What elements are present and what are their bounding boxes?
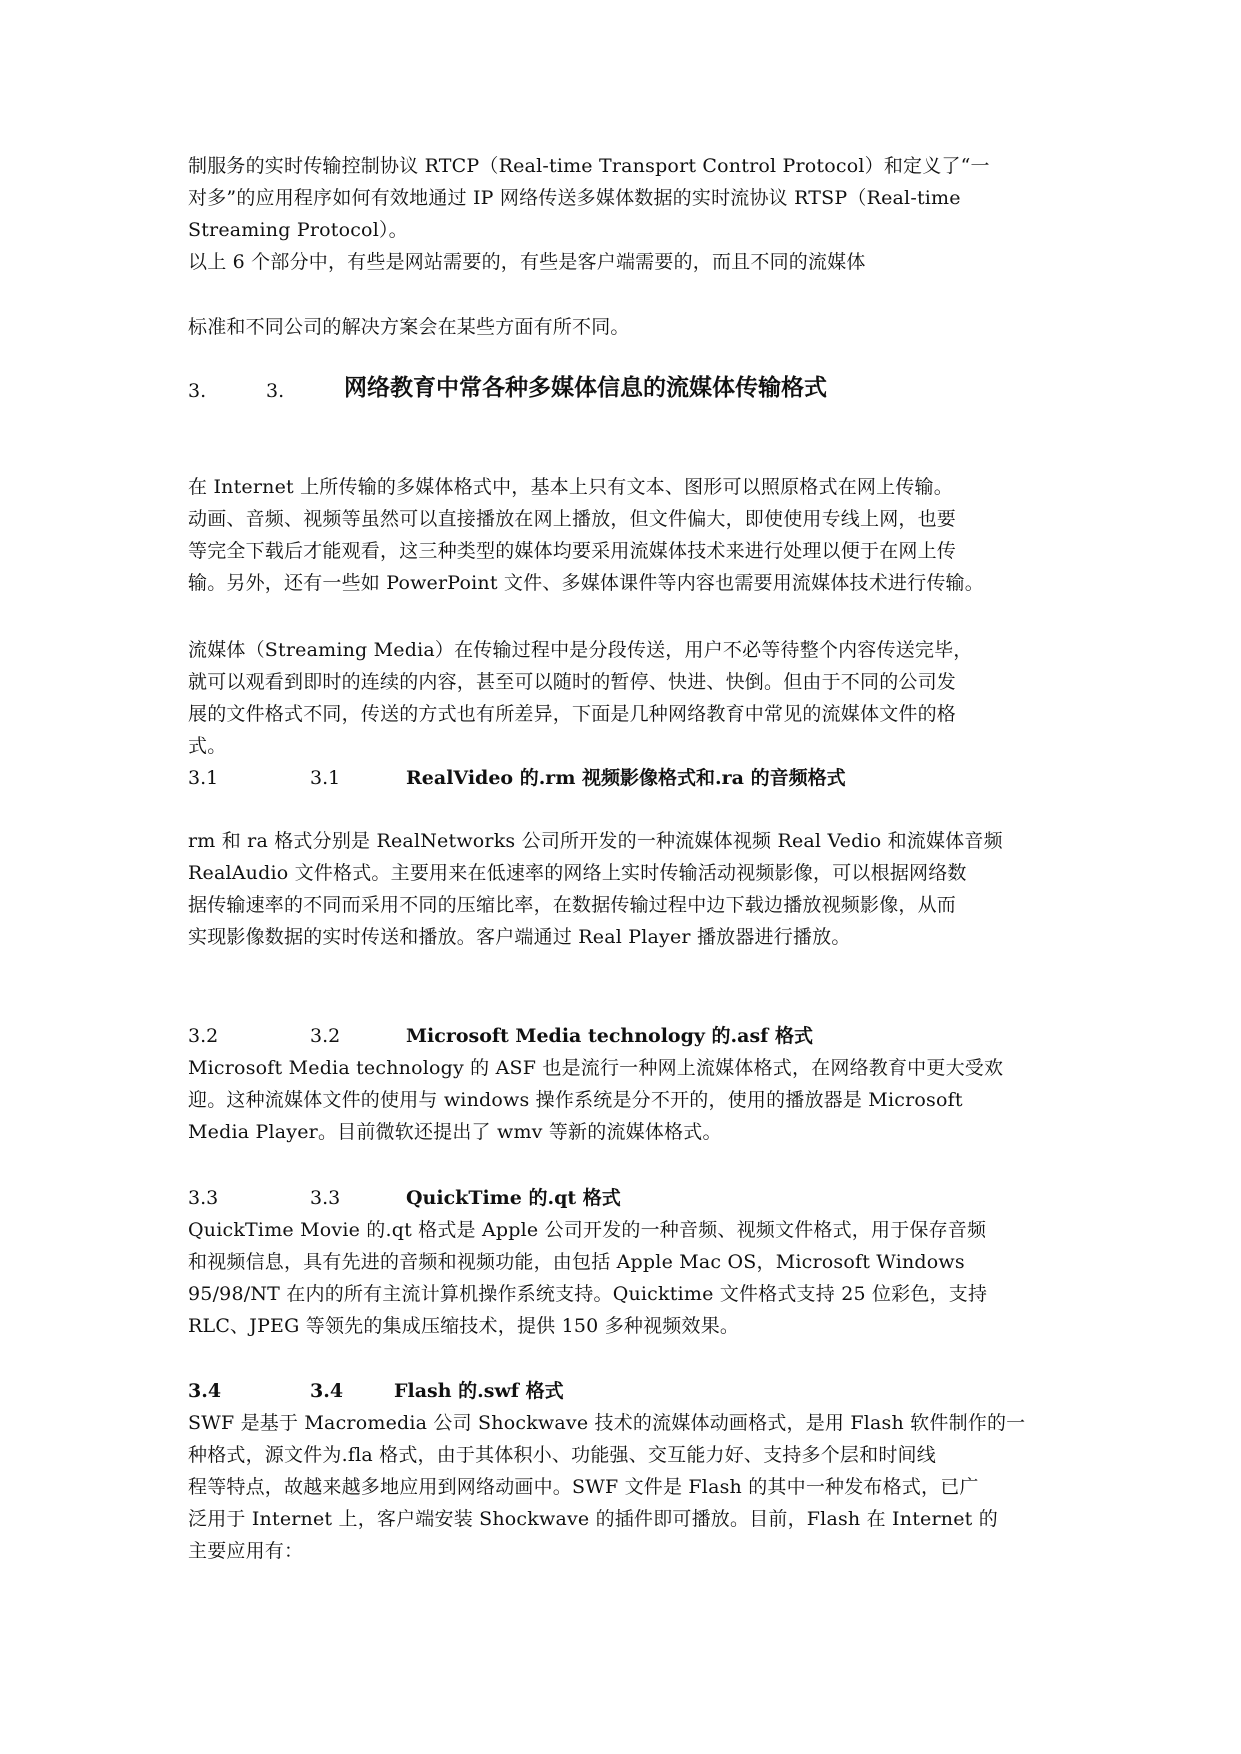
text-line: 主要应用有： xyxy=(188,1540,304,1562)
text-line: RLC、JPEG 等领先的集成压缩技术，提供 150 多种视频效果。 xyxy=(188,1315,740,1337)
heading-title: 网络教育中常各种多媒体信息的流媒体传输格式 xyxy=(344,374,827,401)
section-heading-3-2 xyxy=(188,1020,1068,1052)
heading-title: Microsoft Media technology 的.asf 格式 xyxy=(406,1025,813,1047)
text-line: Microsoft Media technology 的 ASF 也是流行一种网上流媒体格式，在网络教育中更大受欢 xyxy=(188,1057,1004,1079)
section-heading-3-1 xyxy=(188,762,1068,794)
text-line: Streaming Protocol）。 xyxy=(188,219,408,241)
text-line: 制服务的实时传输控制协议 RTCP（Real-time Transport Control Protocol）和定义了“一 xyxy=(188,155,990,177)
text-line: 和视频信息，具有先进的音频和视频功能，由包括 Apple Mac OS，Microsoft Windows xyxy=(188,1251,965,1273)
section-heading-3-3 xyxy=(188,375,1068,411)
heading-title: Flash 的.swf 格式 xyxy=(394,1380,564,1402)
paragraph-microsoft-asf xyxy=(188,1052,1068,1148)
text-line: 以上 6 个部分中，有些是网站需要的，有些是客户端需要的，而且不同的流媒体 xyxy=(188,251,866,273)
heading-number: 3.3 xyxy=(188,1187,219,1209)
text-line: 输。另外，还有一些如 PowerPoint 文件、多媒体课件等内容也需要用流媒体技术进行传输。 xyxy=(188,572,984,594)
heading-number: 3.3 xyxy=(310,1187,341,1209)
text-line: 展的文件格式不同，传送的方式也有所差异，下面是几种网络教育中常见的流媒体文件的格 xyxy=(188,703,957,725)
paragraph-streaming-media xyxy=(188,634,1068,762)
text-line: 在 Internet 上所传输的多媒体格式中，基本上只有文本、图形可以照原格式在网上传输。 xyxy=(188,476,953,498)
paragraph-quicktime xyxy=(188,1214,1068,1342)
heading-number: 3. xyxy=(266,380,285,402)
text-line: 标准和不同公司的解决方案会在某些方面有所不同。 xyxy=(188,316,630,338)
paragraph-standards xyxy=(188,311,1068,343)
text-line: SWF 是基于 Macromedia 公司 Shockwave 技术的流媒体动画格式，是用 Flash 软件制作的一 xyxy=(188,1412,1026,1434)
text-line: 就可以观看到即时的连续的内容，甚至可以随时的暂停、快进、快倒。但由于不同的公司发 xyxy=(188,671,957,693)
paragraph-realvideo xyxy=(188,825,1068,953)
text-line: 泛用于 Internet 上，客户端安装 Shockwave 的插件即可播放。目前，Flash 在 Internet 的 xyxy=(188,1508,998,1530)
heading-number: 3.1 xyxy=(310,767,341,789)
section-heading-quicktime xyxy=(188,1182,1068,1214)
paragraph-rtcp-rtsp xyxy=(188,150,1068,278)
section-heading-3-4 xyxy=(188,1375,1068,1407)
text-line: 等完全下载后才能观看，这三种类型的媒体均要采用流媒体技术来进行处理以便于在网上传 xyxy=(188,540,957,562)
paragraph-internet-formats xyxy=(188,471,1068,599)
text-line: 种格式，源文件为.fla 格式，由于其体积小、功能强、交互能力好、支持多个层和时间线 xyxy=(188,1444,936,1466)
text-line: Media Player。目前微软还提出了 wmv 等新的流媒体格式。 xyxy=(188,1121,722,1143)
heading-number: 3.2 xyxy=(310,1025,341,1047)
text-line: RealAudio 文件格式。主要用来在低速率的网络上实时传输活动视频影像，可以根据网络数 xyxy=(188,862,967,884)
heading-number: 3.4 xyxy=(188,1380,222,1402)
heading-title: RealVideo 的.rm 视频影像格式和.ra 的音频格式 xyxy=(406,767,846,789)
text-line: 流媒体（Streaming Media）在传输过程中是分段传送，用户不必等待整个内容传送完毕， xyxy=(188,639,973,661)
paragraph-flash-swf xyxy=(188,1407,1068,1567)
text-line: 对多”的应用程序如何有效地通过 IP 网络传送多媒体数据的实时流协议 RTSP（Real-time xyxy=(188,187,961,209)
text-line: 动画、音频、视频等虽然可以直接播放在网上播放，但文件偏大，即使使用专线上网，也要 xyxy=(188,508,957,530)
text-line: 式。 xyxy=(188,735,227,757)
text-line: 95/98/NT 在内的所有主流计算机操作系统支持。Quicktime 文件格式支持 25 位彩色，支持 xyxy=(188,1283,988,1305)
text-line: 迎。这种流媒体文件的使用与 windows 操作系统是分不开的，使用的播放器是 Microsoft xyxy=(188,1089,963,1111)
text-line: QuickTime Movie 的.qt 格式是 Apple 公司开发的一种音频、视频文件格式，用于保存音频 xyxy=(188,1219,987,1241)
text-line: 实现影像数据的实时传送和播放。客户端通过 Real Player 播放器进行播放。 xyxy=(188,926,851,948)
text-line: rm 和 ra 格式分别是 RealNetworks 公司所开发的一种流媒体视频 Real Vedio 和流媒体音频 xyxy=(188,830,1003,852)
heading-number: 3. xyxy=(188,380,207,402)
heading-number: 3.4 xyxy=(310,1380,344,1402)
heading-number: 3.1 xyxy=(188,767,219,789)
heading-number: 3.2 xyxy=(188,1025,219,1047)
heading-title: QuickTime 的.qt 格式 xyxy=(406,1187,621,1209)
text-line: 程等特点，故越来越多地应用到网络动画中。SWF 文件是 Flash 的其中一种发布格式，已广 xyxy=(188,1476,979,1498)
text-line: 据传输速率的不同而采用不同的压缩比率，在数据传输过程中边下载边播放视频影像，从而 xyxy=(188,894,957,916)
